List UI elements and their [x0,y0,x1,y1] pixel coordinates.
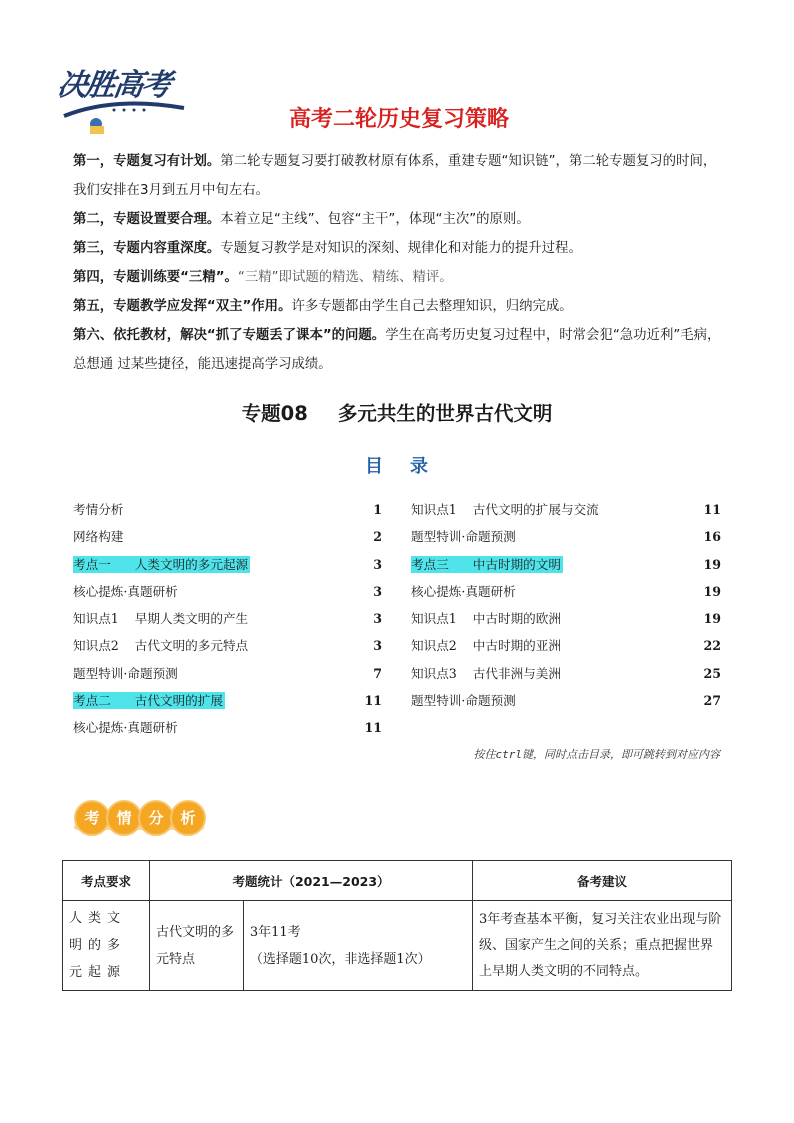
toc-heading [0,452,794,478]
toc-entry-label[interactable]: 考点三 中古时期的文明 [411,556,561,572]
toc-entry-label[interactable]: 网络构建 [73,529,124,545]
toc-entry-page: 11 [703,502,721,517]
toc-entry-page: 19 [703,583,721,599]
toc-entry-page: 3 [373,556,382,572]
strategy-list [73,147,725,379]
cell-advice: 3年考查基本平衡，复习关注农业出现与阶级、国家产生之间的关系；重点把握世界上早期人类文明的不同特点。 [473,901,732,991]
toc-entry-label[interactable]: 考点二 古代文明的扩展 [73,693,223,709]
toc-left-column [73,496,382,742]
toc-entry-page: 19 [703,611,721,627]
table-header-row [63,861,732,901]
strategy-item-5 [73,292,725,321]
toc-entry-page: 2 [373,529,382,545]
strategy-item-1 [73,147,725,205]
toc-entry[interactable] [411,523,721,550]
strategy-lead: 第二，专题设置要合理。 [73,212,221,227]
toc-entry-label[interactable]: 题型特训·命题预测 [73,665,178,681]
section-badge [74,800,204,836]
strategy-lead: 第五，专题教学应发挥“双主”作用。 [73,299,292,314]
toc-entry-label[interactable]: 知识点1 早期人类文明的产生 [73,611,249,627]
toc-entry-highlighted[interactable] [73,687,382,714]
toc-entry-label[interactable]: 知识点2 古代文明的多元特点 [73,638,249,654]
badge-char: 情 [106,800,142,836]
strategy-lead: 第六、依托教材，解决“抓了专题丢了课本”的问题。 [73,328,386,343]
header-stats: 考题统计（2021—2023） [150,861,473,901]
toc-entry[interactable] [411,687,721,714]
toc-heading-char: 目 [365,456,384,477]
strategy-body: 本着立足“主线”、包容“主干”，体现“主次”的原则。 [220,212,530,227]
strategy-item-2 [73,205,725,234]
strategy-item-4 [73,263,725,292]
header-requirement: 考点要求 [63,861,150,901]
strategy-lead: 第四，专题训练要“三精”。 [73,270,238,285]
toc-entry-label[interactable]: 考点一 人类文明的多元起源 [73,556,249,572]
toc-entry-page: 27 [703,693,721,709]
toc-entry-label[interactable]: 知识点2 中古时期的亚洲 [411,638,561,654]
toc-entry-page: 1 [373,502,382,517]
toc-entry-page: 22 [703,638,721,654]
strategy-body: “三精”即试题的精选、精练、精评。 [237,270,453,285]
toc-entry-label[interactable]: 知识点1 古代文明的扩展与交流 [411,502,599,517]
stats-breakdown: （选择题10次，非选择题1次） [249,951,431,967]
toc-entry-page: 11 [364,693,382,709]
analysis-table [62,860,732,991]
strategy-lead: 第三，专题内容重深度。 [73,241,221,256]
toc-entry[interactable] [73,660,382,687]
toc-entry-highlighted[interactable] [73,551,382,578]
toc-entry-page: 7 [373,665,382,681]
strategy-lead: 第一，专题复习有计划。 [73,154,221,169]
strategy-body: 专题复习教学是对知识的深刻、规律化和对能力的提升过程。 [220,241,582,256]
toc-entry-page: 3 [373,611,382,627]
strategy-body: 许多专题都由学生自己去整理知识，归纳完成。 [291,299,573,314]
page-title: 高考二轮历史复习策略 [288,107,509,132]
strategy-item-6 [73,321,725,379]
toc-entry[interactable] [73,714,382,741]
topic-name: 多元共生的世界古代文明 [337,402,553,425]
toc-entry-label[interactable]: 核心提炼·真题研析 [73,583,178,599]
toc-entry-page: 25 [703,665,721,681]
badge-char: 考 [74,800,110,836]
badge-char: 分 [138,800,174,836]
toc-entry[interactable] [73,523,382,550]
toc-entry[interactable] [411,660,721,687]
topic-number: 专题08 [241,402,308,425]
header-advice: 备考建议 [473,861,732,901]
toc-entry-label[interactable]: 核心提炼·真题研析 [73,720,178,736]
toc-entry[interactable] [73,605,382,632]
badge-char: 析 [170,800,206,836]
toc-entry-page: 19 [703,556,721,572]
strategy-body: 第二轮专题复习要打破教材原有体系，重建专题“知识链”，第二轮专题复习的时间，我们安排在3月到五月中旬左右。 [73,154,717,198]
cell-stats [243,901,472,991]
toc-heading-char: 录 [410,456,429,477]
table-row [63,901,732,991]
toc-hint: 按住ctrl键，同时点击目录，即可跳转到对应内容 [473,748,720,761]
toc-entry-label[interactable]: 知识点3 古代非洲与美洲 [411,665,561,681]
toc-entry-label[interactable]: 考情分析 [73,502,124,517]
topic-title [0,398,794,426]
toc-entry-highlighted[interactable] [411,551,721,578]
strategy-body: 学生在高考历史复习过程中，时常会犯“急功近利”毛病，总想通 过某些捷径，能迅速提高学习成绩。 [73,328,721,372]
toc-entry[interactable] [73,632,382,659]
toc-entry[interactable] [411,578,721,605]
strategy-item-3 [73,234,725,263]
toc-entry-page: 16 [703,529,721,545]
toc-entry-label[interactable]: 题型特训·命题预测 [411,529,516,545]
toc-entry[interactable] [73,496,382,523]
toc-entry-label[interactable]: 知识点1 中古时期的欧洲 [411,611,561,627]
cell-subtopic: 古代文明的多元特点 [150,901,244,991]
toc-entry-page: 3 [373,583,382,599]
stats-count: 3年11考 [249,924,301,940]
toc-right-column [411,496,721,714]
toc-entry[interactable] [73,578,382,605]
toc-entry[interactable] [411,496,721,523]
toc-entry-label[interactable]: 核心提炼·真题研析 [411,583,516,599]
toc-entry-label[interactable]: 题型特训·命题预测 [411,693,516,709]
toc-entry[interactable] [411,632,721,659]
cell-requirement: 人类文明的多元起源 [63,901,150,991]
logo-text: 决胜高考 [55,68,172,103]
toc-entry-page: 11 [364,720,382,736]
toc-entry-page: 3 [373,638,382,654]
toc-entry[interactable] [411,605,721,632]
